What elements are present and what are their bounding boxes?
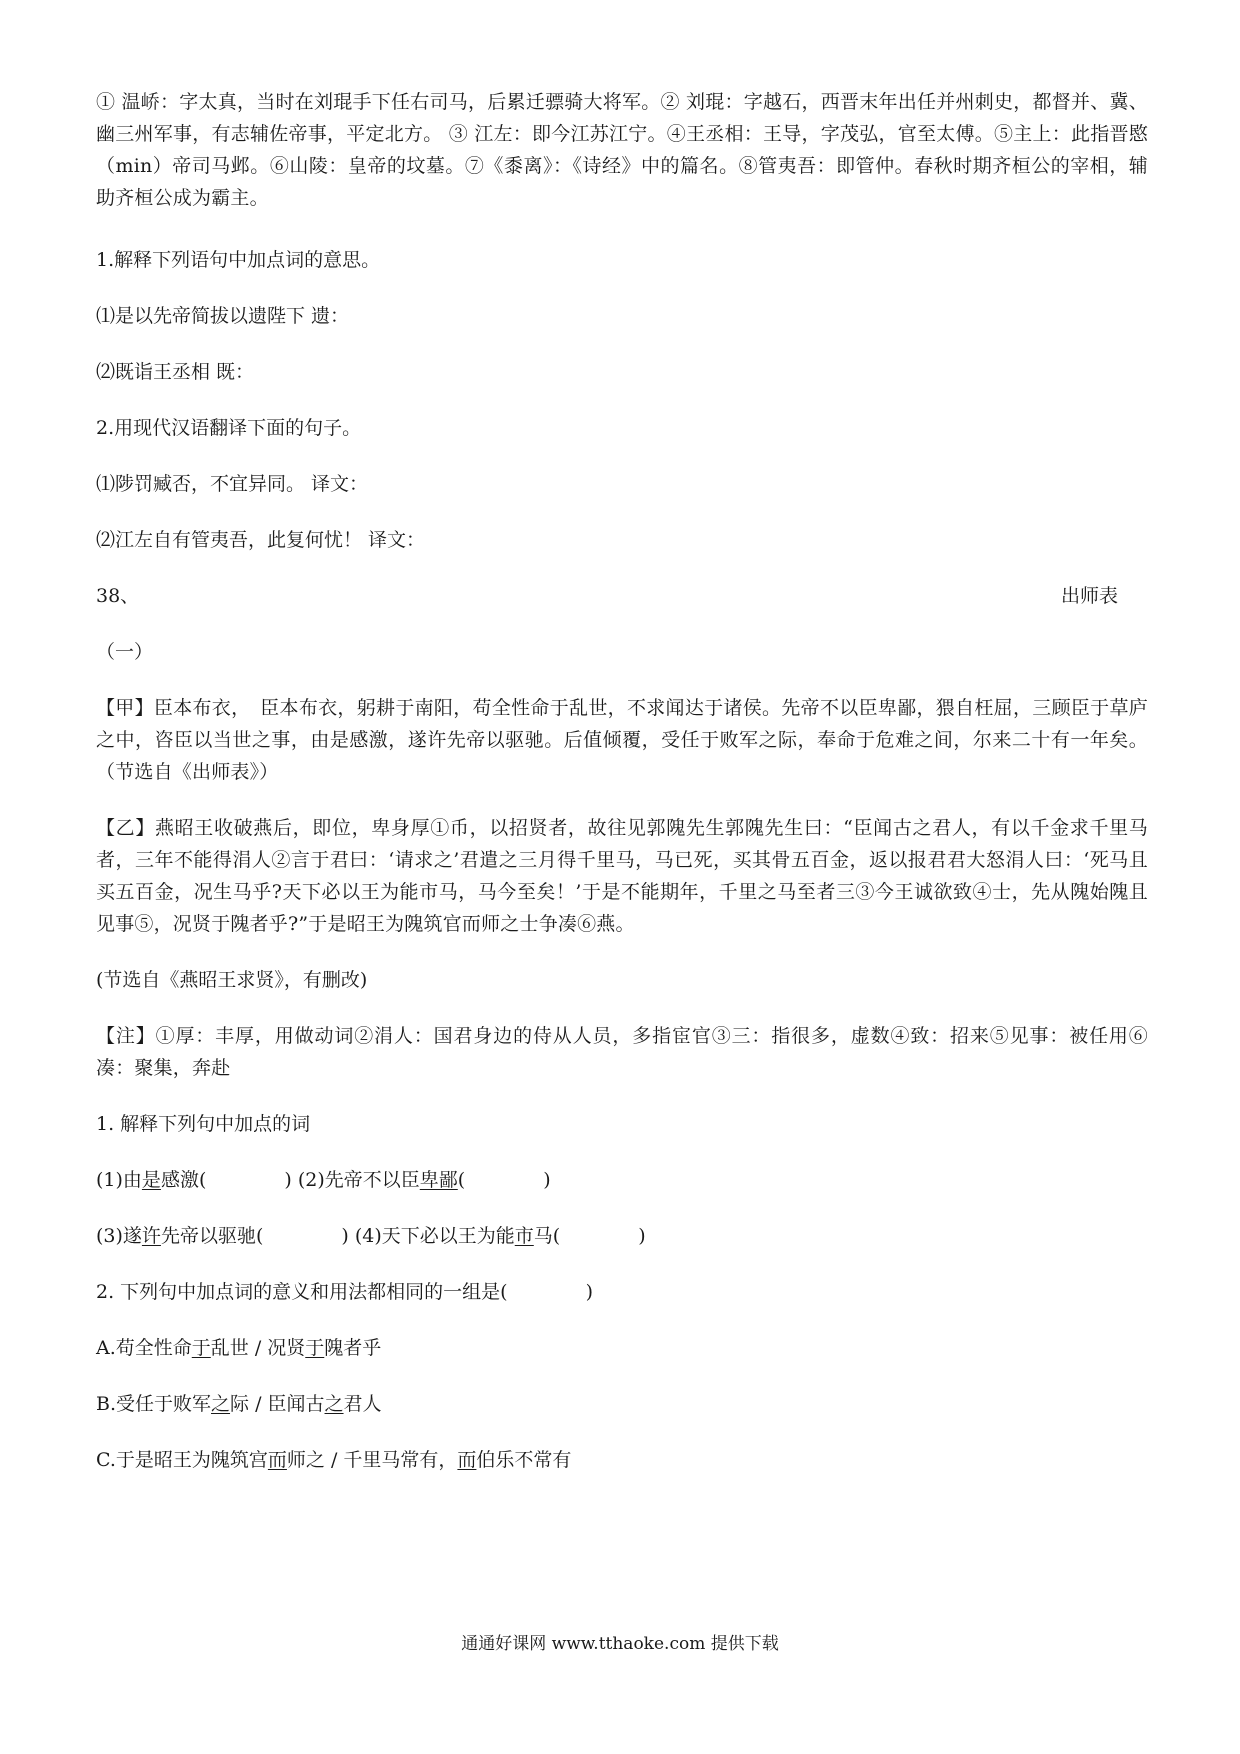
section-number: 38、 [96,585,140,607]
section-38-header [96,580,1148,612]
option-a: A.苟全性命于乱世 / 况贤于隗者乎 [96,1337,382,1359]
passage-source: (节选自《燕昭王求贤》，有删改) [96,969,368,991]
document-page [96,86,1148,1476]
option-b: B.受任于败军之际 / 臣闻古之君人 [96,1393,382,1415]
passage-notes: 【注】①厚：丰厚，用做动词②涓人：国君身边的侍从人员，多指宦官③三：指很多，虚数④致：招来⑤见事：被任用⑥凑：聚集，奔赴 [96,1025,1148,1079]
dotted-word: 市 [514,1225,534,1247]
page-footer: 通通好课网 www.tthaoke.com 提供下载 [461,1634,779,1654]
dotted-word: 而 [267,1449,287,1471]
question-38-1-row-1: (1)由是感激( ) (2)先帝不以臣卑鄙( ) [96,1169,551,1191]
question-2-item-1: ⑴陟罚臧否，不宜异同。 译文： [96,473,369,495]
dotted-word: 于 [305,1337,325,1359]
dotted-word: 之 [324,1393,344,1415]
question-1-item-1: ⑴是以先帝简拔以遗陛下 遗： [96,305,350,327]
notes-paragraph: ① 温峤：字太真，当时在刘琨手下任右司马，后累迁骠骑大将军。② 刘琨：字越石，西晋末年出任并州刺史，都督并、冀、幽三州军事，有志辅佐帝事，平定北方。 ③ 江左：即今江苏江宁。④王丞相：王导，字茂弘，官至太傅。⑤主上：此指晋愍（min）帝司马邺。⑥山陵：皇帝的坟墓。⑦《黍离》：《诗经》中的篇名。⑧管夷吾：即管仲。春秋时期齐桓公的宰相，辅助齐桓公成为霸主。 [96,91,1148,209]
dotted-word: 许 [141,1225,161,1247]
question-2-item-2: ⑵江左自有管夷吾，此复何忧！ 译文： [96,529,426,551]
question-38-1-row-2: (3)遂许先帝以驱驰( ) (4)天下必以王为能市马( ) [96,1225,646,1247]
section-title: 出师表 [1060,585,1118,607]
dotted-word: 卑鄙 [419,1169,458,1191]
question-1-title: 1.解释下列语句中加点词的意思。 [96,249,381,271]
passage-yi: 【乙】燕昭王收破燕后，即位，卑身厚①币，以招贤者，故往见郭隗先生郭隗先生曰：“臣闻古之君人，有以千金求千里马者，三年不能得涓人②言于君曰：‘请求之’君遣之三月得千里马，马已死，买其骨五百金，返以报君君大怒涓人曰：‘死马且买五百金，况生马乎?天下必以王为能市马，马今至矣！’于是不能期年，千里之马至者三③今王诚欲致④士，先从隗始隗且见事⑤，况贤于隗者乎?”于是昭王为隗筑官而师之士争凑⑥燕。 [96,817,1148,935]
option-c: C.于是昭王为隗筑宫而师之 / 千里马常有，而伯乐不常有 [96,1449,572,1471]
question-2-title: 2.用现代汉语翻译下面的句子。 [96,417,362,439]
passage-jia: 【甲】臣本布衣， 臣本布衣，躬耕于南阳，苟全性命于乱世，不求闻达于诸侯。先帝不以臣卑鄙，猥自枉屈，三顾臣于草庐之中，咨臣以当世之事，由是感激，遂许先帝以驱驰。后值倾覆，受任于败军之际，奉命于危难之间，尔来二十有一年矣。（节选自《出师表》） [96,697,1148,783]
dotted-word: 于 [191,1337,211,1359]
question-38-2-title: 2. 下列句中加点词的意义和用法都相同的一组是( ) [96,1281,594,1303]
question-1-item-2: ⑵既诣王丞相 既： [96,361,255,383]
dotted-word: 是 [141,1169,161,1191]
question-38-1-title: 1. 解释下列句中加点的词 [96,1113,311,1135]
dotted-word: 而 [457,1449,477,1471]
dotted-word: 之 [211,1393,231,1415]
part-label: （一） [96,641,154,663]
